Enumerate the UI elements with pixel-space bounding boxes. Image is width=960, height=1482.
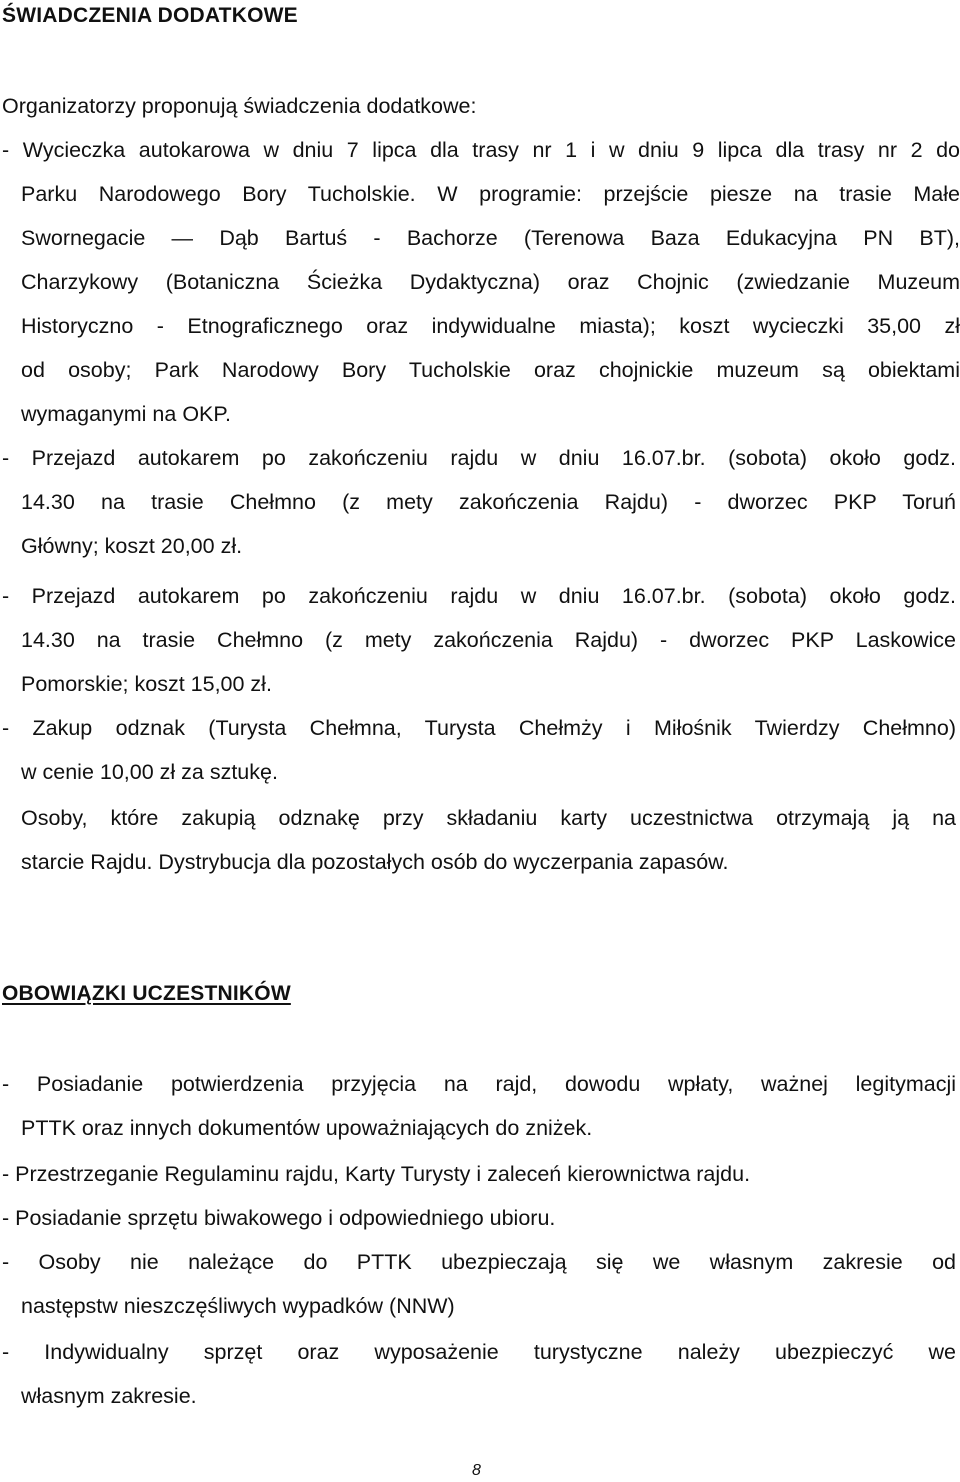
text-line: Swornegacie — Dąb Bartuś - Bachorze (Terenowa Baza Edukacyjna PN BT), xyxy=(21,226,960,250)
text-line: - Posiadanie sprzętu biwakowego i odpowiedniego ubioru. xyxy=(2,1206,556,1230)
list-item-ubezpieczenie-sprzetu xyxy=(2,1330,956,1374)
text-line: starcie Rajdu. Dystrybucja dla pozostałych osób do wyczerpania zapasów. xyxy=(21,850,729,874)
list-item-odznaki xyxy=(2,706,956,750)
section-title-obowiazki: OBOWIĄZKI UCZESTNIKÓW xyxy=(2,982,291,1005)
list-item-sprzet xyxy=(2,1196,956,1240)
text-line: - Osoby nie należące do PTTK ubezpieczają się we własnym zakresie od xyxy=(2,1250,956,1274)
text-line: 14.30 na trasie Chełmno (z mety zakończenia Rajdu) - dworzec PKP Toruń xyxy=(21,490,956,514)
list-item-ubezpieczenie-sprzetu-cont xyxy=(21,1374,956,1418)
list-item-wycieczka-cont xyxy=(21,172,960,436)
text-line: - Wycieczka autokarowa w dniu 7 lipca dla trasy nr 1 i w dniu 9 lipca dla trasy nr 2 do xyxy=(2,138,960,162)
list-item-wycieczka xyxy=(2,128,960,172)
list-item-nnw xyxy=(2,1240,956,1284)
text-line: Pomorskie; koszt 15,00 zł. xyxy=(21,672,272,696)
list-item-nnw-cont xyxy=(21,1284,956,1328)
text-line: - Przejazd autokarem po zakończeniu rajdu w dniu 16.07.br. (sobota) około godz. xyxy=(2,446,956,470)
text-line: Historyczno - Etnograficznego oraz indywidualne miasta); koszt wycieczki 35,00 zł xyxy=(21,314,960,338)
list-item-przejazd-torun-cont xyxy=(21,480,956,568)
text-line: - Zakup odznak (Turysta Chełmna, Turysta Chełmży i Miłośnik Twierdzy Chełmno) xyxy=(2,716,956,740)
text-line: - Indywidualny sprzęt oraz wyposażenie turystyczne należy ubezpieczyć we xyxy=(2,1340,956,1364)
text-line: - Przestrzeganie Regulaminu rajdu, Karty Turysty i zaleceń kierownictwa rajdu. xyxy=(2,1162,751,1186)
intro-paragraph xyxy=(2,84,942,128)
list-item-przejazd-laskowice xyxy=(2,574,956,618)
list-item-przejazd-torun xyxy=(2,436,956,480)
text-line: - Posiadanie potwierdzenia przyjęcia na rajd, dowodu wpłaty, ważnej legitymacji xyxy=(2,1072,956,1096)
text-line: - Przejazd autokarem po zakończeniu rajdu w dniu 16.07.br. (sobota) około godz. xyxy=(2,584,956,608)
section-title-swiadczenia: ŚWIADCZENIA DODATKOWE xyxy=(2,4,298,27)
text-line: w cenie 10,00 zł za sztukę. xyxy=(21,760,278,784)
text-line: PTTK oraz innych dokumentów upoważniających do zniżek. xyxy=(21,1116,593,1140)
text-line: Parku Narodowego Bory Tucholskie. W programie: przejście piesze na trasie Małe xyxy=(21,182,960,206)
list-item-odznaki-cont xyxy=(21,750,956,794)
list-item-przejazd-laskowice-cont xyxy=(21,618,956,706)
text-line: wymaganymi na OKP. xyxy=(21,402,231,426)
intro-line: Organizatorzy proponują świadczenia dodatkowe: xyxy=(2,94,477,118)
page-number: 8 xyxy=(472,1462,481,1479)
text-line: następstw nieszczęśliwych wypadków (NNW) xyxy=(21,1294,455,1318)
text-line: Główny; koszt 20,00 zł. xyxy=(21,534,243,558)
list-item-przestrzeganie xyxy=(2,1152,956,1196)
text-line: własnym zakresie. xyxy=(21,1384,197,1408)
text-line: 14.30 na trasie Chełmno (z mety zakończenia Rajdu) - dworzec PKP Laskowice xyxy=(21,628,956,652)
text-line: Osoby, które zakupią odznakę przy składaniu karty uczestnictwa otrzymają ją na xyxy=(21,806,956,830)
text-line: od osoby; Park Narodowy Bory Tucholskie oraz chojnickie muzeum są obiektami xyxy=(21,358,960,382)
text-line: Charzykowy (Botaniczna Ścieżka Dydaktyczna) oraz Chojnic (zwiedzanie Muzeum xyxy=(21,270,960,294)
list-item-posiadanie-potwierdzenia xyxy=(2,1062,956,1106)
note-paragraph xyxy=(21,796,956,884)
list-item-posiadanie-potwierdzenia-cont xyxy=(21,1106,956,1150)
